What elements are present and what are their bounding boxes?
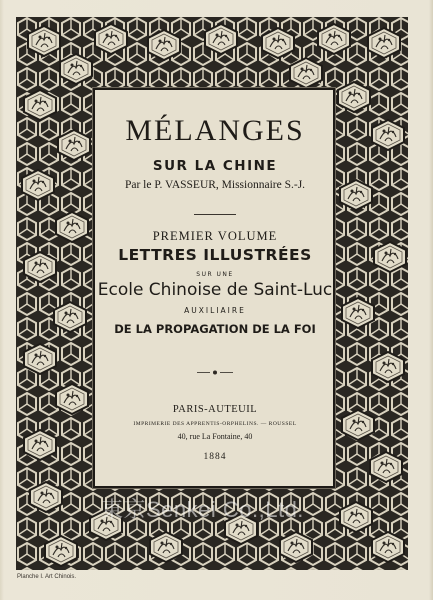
propagation-line: DE LA PROPAGATION DE LA FOI: [114, 322, 316, 336]
printer-name: IMPRIMERIE DES APPRENTIS-ORPHELINS. — ROUSSEL: [133, 421, 297, 427]
divider-rule: [194, 214, 236, 215]
book-subtitle: SUR LA CHINE: [152, 158, 278, 174]
watermark-text: 東京Senkei Co.,Ltd.: [101, 497, 304, 522]
series-title: LETTRES ILLUSTRÉES: [118, 246, 312, 264]
volume-label: PREMIER VOLUME: [152, 229, 278, 243]
printer-address: 40, rue La Fontaine, 40: [177, 432, 253, 441]
publication-year: 1884: [203, 452, 227, 462]
plate-caption: Planche I. Art Chinois.: [17, 574, 77, 580]
author-line: Par le P. VASSEUR, Missionnaire S.-J.: [124, 179, 306, 191]
auxiliary-label: AUXILIAIRE: [184, 306, 246, 315]
book-title: MÉLANGES: [125, 114, 305, 147]
publication-city: PARIS-AUTEUIL: [172, 404, 258, 415]
ornament-divider: [197, 370, 233, 375]
title-panel: [92, 87, 336, 489]
school-name: Ecole Chinoise de Saint-Luc: [97, 280, 333, 300]
connector-text: SUR UNE: [196, 271, 234, 278]
